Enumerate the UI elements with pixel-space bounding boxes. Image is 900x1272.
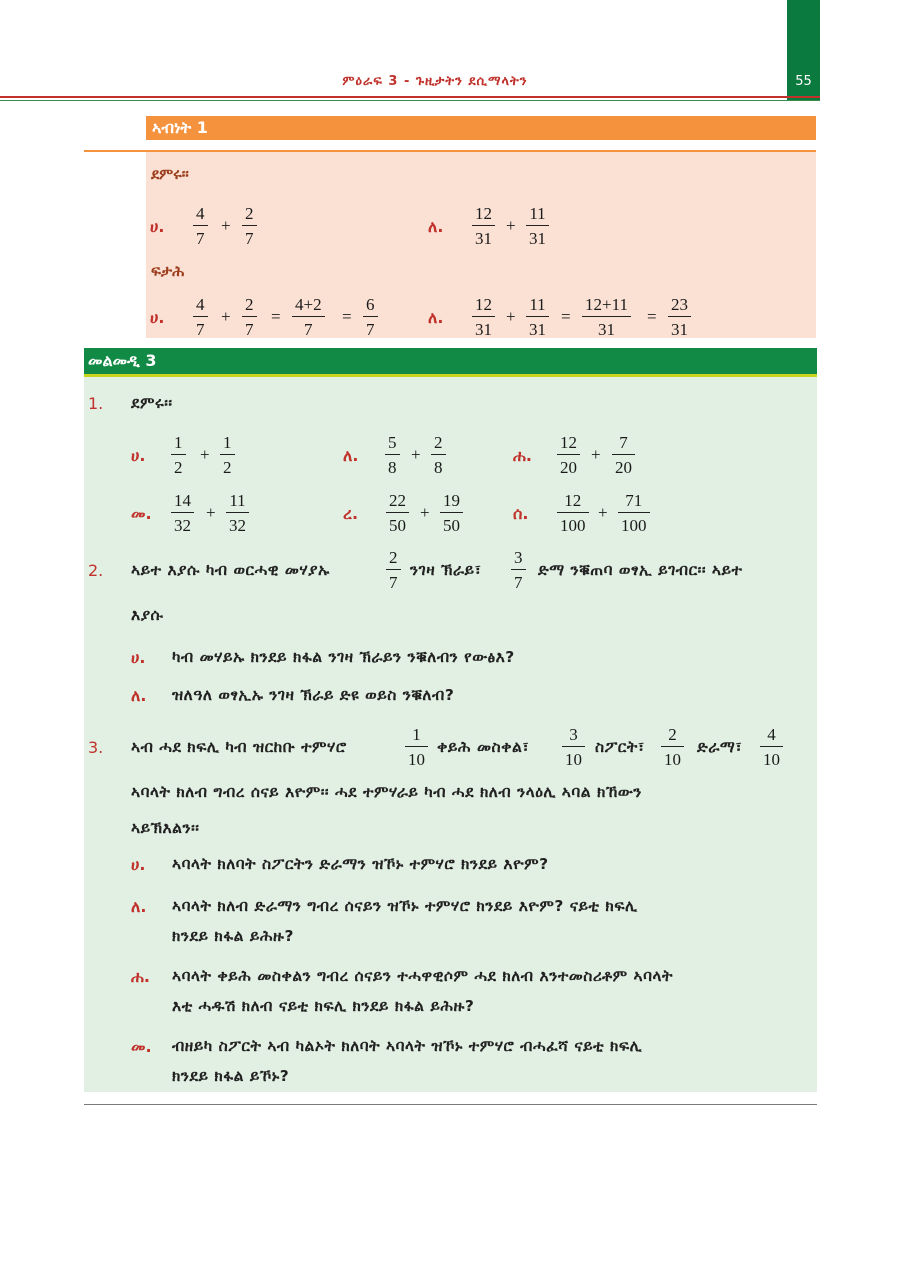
question-3-text: ኣይኽእልን፡፡	[131, 819, 200, 837]
fraction: $\frac{4+2}{7}$	[292, 295, 325, 339]
question-2-number: 2.	[88, 561, 104, 580]
equals-sign: =	[271, 307, 281, 326]
chapter-title: ምዕራፍ 3 - ጉዚታትን ደሲማላትን	[342, 74, 528, 89]
fraction: $\frac{1}{10}$	[405, 725, 428, 769]
plus-sign: +	[420, 503, 430, 522]
q2-sub-label: ሀ.	[131, 648, 146, 667]
question-3-text: ድራማ፣	[697, 738, 743, 756]
fraction: $\frac{2}{8}$	[431, 433, 446, 477]
question-3-text: ቀይሕ መስቀል፣	[437, 738, 530, 756]
example-banner: ኣብነት 1	[146, 116, 816, 140]
fraction: $\frac{1}{2}$	[171, 433, 186, 477]
q2-sub-text: ካብ መሃይኡ ክንደይ ክፋል ንገዛ ኽራይን ንቑለብን የውፅእ?	[172, 648, 515, 666]
question-2-text: እያሱ	[131, 606, 164, 624]
question-2-text: ንገዛ ኽራይ፣	[410, 561, 482, 579]
fraction: $\frac{7}{20}$	[612, 433, 635, 477]
equals-sign: =	[561, 307, 571, 326]
fraction: $\frac{4}{10}$	[760, 725, 783, 769]
fraction: $\frac{2}{7}$	[242, 204, 257, 248]
example-instruction: ደምሩ፡፡	[151, 165, 189, 183]
q3-sub-text: ክንደይ ክፋል ይኾኑ?	[172, 1067, 290, 1085]
q3-sub-text: እቲ ሓዱሽ ክለብ ናይቲ ክፍሊ ክንደይ ክፋል ይሕዙ?	[172, 997, 475, 1015]
q1-item-label: መ.	[131, 504, 152, 523]
fraction: $\frac{14}{32}$	[171, 491, 194, 535]
question-2-text: ድማ ንቑጠባ ወፃኢ ይገብር፡፡ ኣይተ	[538, 561, 743, 579]
q2-sub-label: ለ.	[131, 686, 147, 705]
fraction: $\frac{2}{10}$	[661, 725, 684, 769]
plus-sign: +	[411, 445, 421, 464]
fraction: $\frac{11}{32}$	[226, 491, 249, 535]
q3-sub-text: ክንደይ ክፋል ይሕዙ?	[172, 927, 294, 945]
plus-sign: +	[221, 216, 231, 235]
solution-a-label: ሀ.	[150, 308, 165, 327]
q1-item-label: ለ.	[343, 446, 359, 465]
example-b-label: ለ.	[428, 217, 444, 236]
fraction: $\frac{2}{7}$	[386, 548, 401, 592]
header-rule-green	[0, 100, 820, 101]
fraction: $\frac{6}{7}$	[363, 295, 378, 339]
fraction: $\frac{4}{7}$	[193, 204, 208, 248]
fraction: $\frac{12+11}{31}$	[582, 295, 631, 339]
fraction: $\frac{11}{31}$	[526, 204, 549, 248]
q1-item-label: ሰ.	[513, 504, 529, 523]
q3-sub-text: ኣባላት ክለባት ስፖርትን ድራማን ዝኾኑ ተምሃሮ ክንደይ እዮም?	[172, 855, 549, 873]
q3-sub-text: ኣባላት ክለብ ድራማን ግብረ ሰናይን ዝኾኑ ተምሃሮ ክንደይ እዮም? ናይቲ ክፍሊ	[172, 897, 638, 915]
q1-item-label: ሐ.	[513, 446, 532, 465]
fraction: $\frac{2}{7}$	[242, 295, 257, 339]
q3-sub-text: ብዘይካ ስፖርት ኣብ ካልኦት ክለባት ኣባላት ዝኾኑ ተምሃሮ ብሓፈሻ ናይቲ ክፍሊ	[172, 1037, 643, 1055]
fraction: $\frac{4}{7}$	[193, 295, 208, 339]
practice-banner: መልመዲ 3	[84, 348, 817, 374]
fraction: $\frac{11}{31}$	[526, 295, 549, 339]
plus-sign: +	[200, 445, 210, 464]
question-3-text: ስፖርት፣	[595, 738, 645, 756]
fraction: $\frac{23}{31}$	[668, 295, 691, 339]
footer-rule	[84, 1104, 817, 1105]
question-1-number: 1.	[88, 394, 104, 413]
plus-sign: +	[506, 307, 516, 326]
solution-b-label: ለ.	[428, 308, 444, 327]
q3-sub-label: ሐ.	[131, 967, 150, 986]
q3-sub-text: ኣባላት ቀይሕ መስቀልን ግብረ ሰናይን ተሓዋዊሶም ሓደ ክለብ እንተመስሪቶም ኣባላት	[172, 967, 673, 985]
fraction: $\frac{12}{31}$	[472, 204, 495, 248]
q1-item-label: ሀ.	[131, 446, 146, 465]
page-number: 55	[795, 74, 812, 89]
plus-sign: +	[506, 216, 516, 235]
fraction: $\frac{12}{100}$	[557, 491, 589, 535]
fraction: $\frac{22}{50}$	[386, 491, 409, 535]
question-3-number: 3.	[88, 738, 104, 757]
fraction: $\frac{12}{20}$	[557, 433, 580, 477]
plus-sign: +	[221, 307, 231, 326]
question-2-text: ኣይተ እያሱ ካብ ወርሓዊ መሃያኡ	[131, 561, 330, 579]
example-a-label: ሀ.	[150, 217, 165, 236]
equals-sign: =	[342, 307, 352, 326]
q2-sub-text: ዝለዓለ ወፃኢኡ ንገዛ ኽራይ ድዩ ወይስ ንቑለብ?	[172, 686, 455, 704]
question-3-text: ኣባላት ክለብ ግብረ ሰናይ እዮም፡፡ ሓደ ተምሃራይ ካብ ሓደ ክለብ ንላዕሊ ኣባል ክኸውን	[131, 783, 642, 801]
fraction: $\frac{19}{50}$	[440, 491, 463, 535]
fraction: $\frac{1}{2}$	[220, 433, 235, 477]
header-rule-red	[0, 96, 820, 98]
question-1-instruction: ደምሩ፡፡	[131, 394, 173, 412]
fraction: $\frac{3}{7}$	[511, 548, 526, 592]
q3-sub-label: መ.	[131, 1037, 152, 1056]
fraction: $\frac{3}{10}$	[562, 725, 585, 769]
fraction: $\frac{12}{31}$	[472, 295, 495, 339]
plus-sign: +	[598, 503, 608, 522]
fraction: $\frac{71}{100}$	[618, 491, 650, 535]
q3-sub-label: ለ.	[131, 897, 147, 916]
question-3-text: ኣብ ሓደ ክፍሊ ካብ ዝርከቡ ተምሃሮ	[131, 738, 347, 756]
solution-label: ፍታሕ	[151, 262, 185, 280]
plus-sign: +	[206, 503, 216, 522]
q1-item-label: ረ.	[343, 504, 359, 523]
q3-sub-label: ሀ.	[131, 855, 146, 874]
equals-sign: =	[647, 307, 657, 326]
plus-sign: +	[591, 445, 601, 464]
fraction: $\frac{5}{8}$	[385, 433, 400, 477]
